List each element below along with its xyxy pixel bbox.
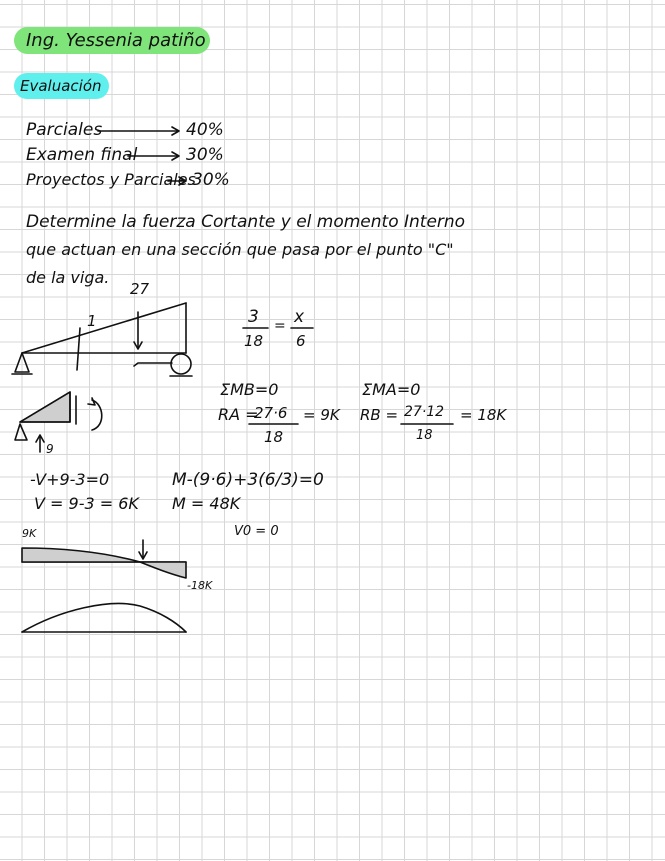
roller-support <box>171 354 191 374</box>
pin-support <box>15 353 29 372</box>
moment-curve <box>22 604 186 632</box>
shear-result: V = 9-3 = 6K <box>34 494 139 513</box>
equals-sign: = <box>274 318 286 334</box>
fraction-num: 3 <box>248 307 259 327</box>
eval-item-value: 30% <box>186 145 224 165</box>
section-mark <box>77 328 80 370</box>
sum-moments-a: ΣMA=0 <box>362 380 421 399</box>
problem-line: Determine la fuerza Cortante y el momento Interno <box>26 212 466 232</box>
rb-label: RB = <box>360 406 399 424</box>
fraction-den: 6 <box>296 332 306 350</box>
fbd-support <box>15 424 27 440</box>
shear-equation: -V+9-3=0 <box>30 470 110 489</box>
v-zero-note: V0 = 0 <box>234 524 279 539</box>
ra-num: 27·6 <box>254 404 288 422</box>
shear-left-value: 9K <box>22 527 37 540</box>
eval-item-label: Parciales <box>26 120 103 140</box>
rb-result: = 18K <box>460 406 507 424</box>
problem-line: que actuan en una sección que pasa por el punto "C" <box>26 240 454 259</box>
rb-den: 18 <box>416 428 433 443</box>
arrow-head <box>88 398 95 405</box>
evaluation-title: Evaluación <box>20 77 102 95</box>
load-hypotenuse <box>22 303 186 353</box>
shear-positive <box>22 548 140 562</box>
slope-label: 1 <box>87 312 97 330</box>
fraction-num: x <box>294 307 305 327</box>
load-label: 27 <box>130 280 150 298</box>
eval-item-label: Examen final <box>26 145 138 165</box>
problem-line: de la viga. <box>26 268 110 287</box>
reaction-label: 9 <box>46 442 54 456</box>
moment-result: M = 48K <box>172 494 241 513</box>
ra-label: RA = <box>218 405 259 424</box>
dimension-mark <box>134 363 172 366</box>
ra-result: = 9K <box>303 406 340 424</box>
shear-negative <box>140 562 186 578</box>
eval-item-value: 40% <box>186 120 224 140</box>
eval-item-label: Proyectos y Parciales <box>26 170 196 189</box>
ra-den: 18 <box>264 428 284 446</box>
moment-equation: M-(9·6)+3(6/3)=0 <box>172 470 324 490</box>
eval-item-value: 30% <box>192 170 230 190</box>
shear-right-value: -18K <box>187 579 213 592</box>
fraction-den: 18 <box>244 332 264 350</box>
author-name: Ing. Yessenia patiño <box>26 30 206 51</box>
sum-moments-b: ΣMB=0 <box>220 380 279 399</box>
rb-num: 27·12 <box>404 404 445 420</box>
